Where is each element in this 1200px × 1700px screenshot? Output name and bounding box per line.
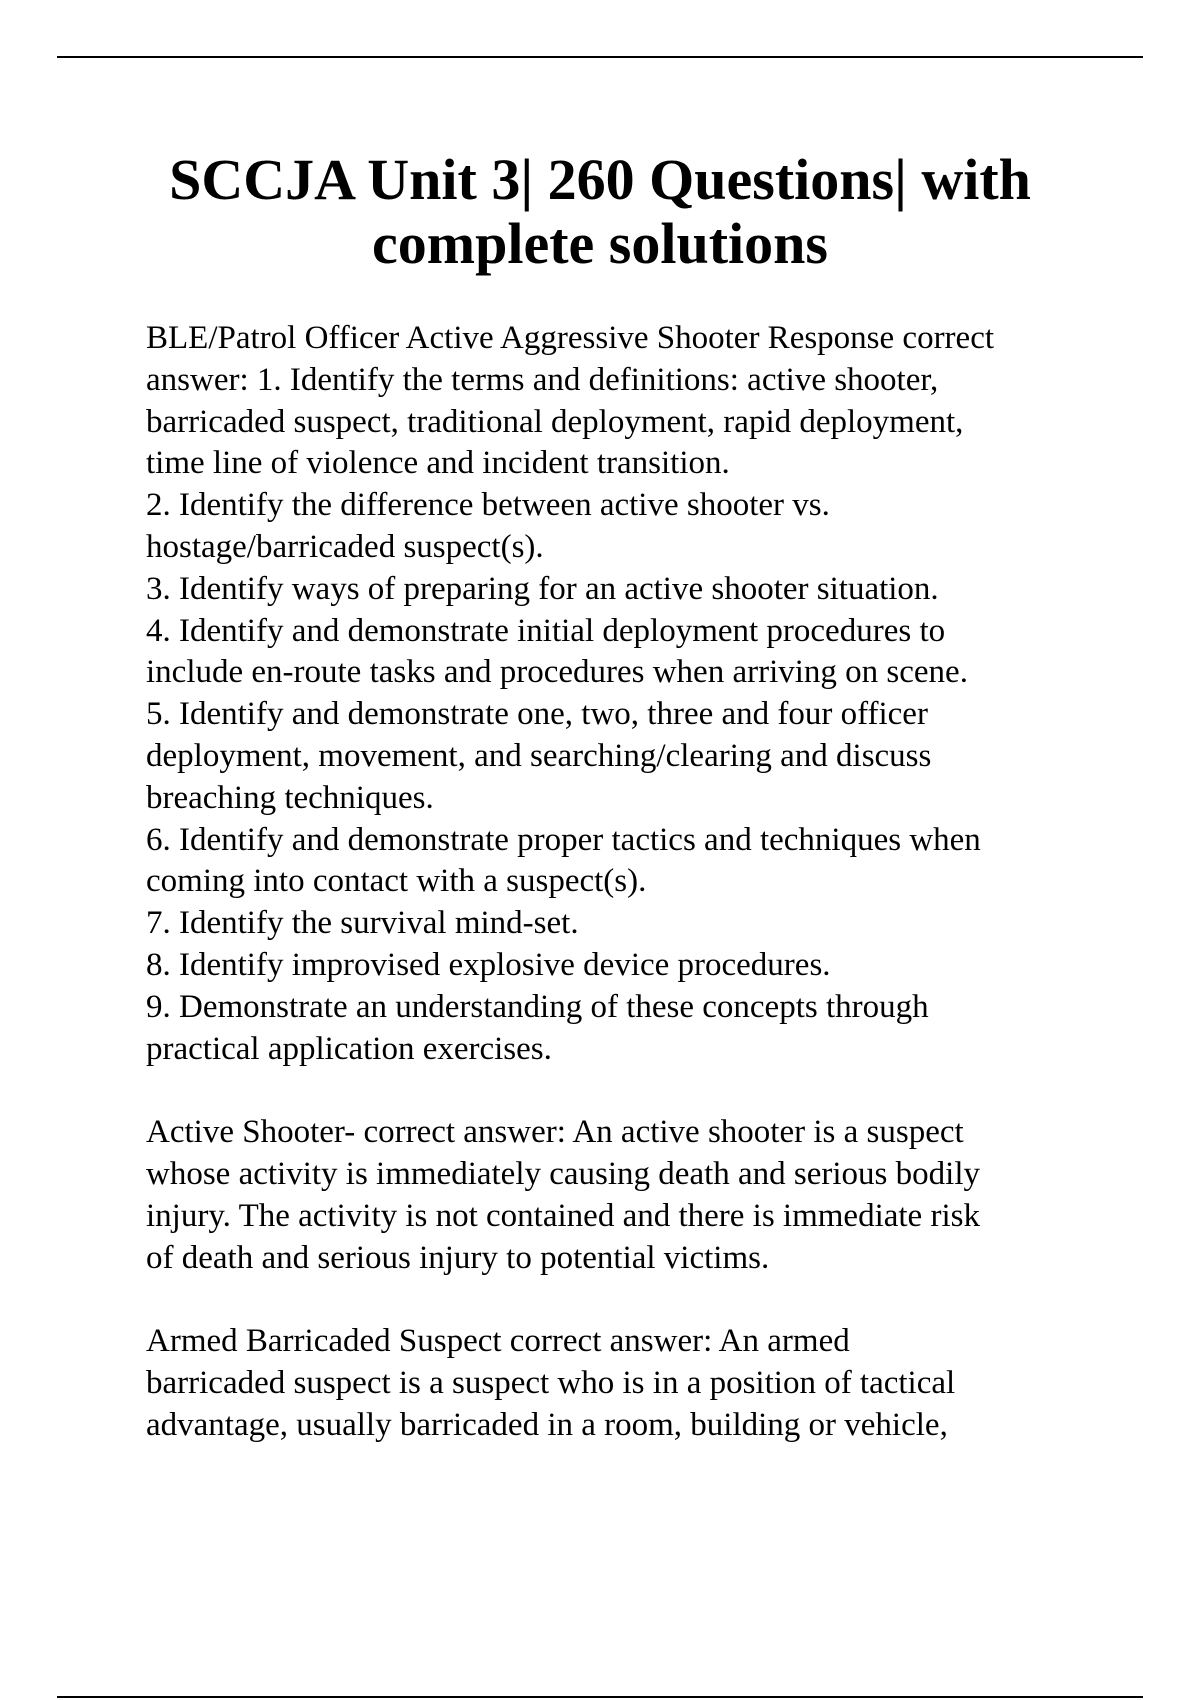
- document-body: [146, 318, 1106, 1447]
- paragraph-spacer: [146, 1070, 1106, 1112]
- text-line: 6. Identify and demonstrate proper tactics and techniques when: [146, 821, 981, 858]
- text-line: 2. Identify the difference between active shooter vs.: [146, 487, 830, 524]
- text-line: barricaded suspect is a suspect who is in a position of tactical: [146, 1364, 956, 1401]
- page-title: [120, 148, 1080, 276]
- text-line: BLE/Patrol Officer Active Aggressive Shooter Response correct: [146, 320, 995, 356]
- text-line: practical application exercises.: [146, 1030, 552, 1067]
- text-line: 9. Demonstrate an understanding of these concepts through: [146, 988, 929, 1025]
- text-line: coming into contact with a suspect(s).: [146, 863, 647, 900]
- text-line: 5. Identify and demonstrate one, two, three and four officer: [146, 696, 928, 733]
- text-line: whose activity is immediately causing death and serious bodily: [146, 1155, 980, 1192]
- text-line: advantage, usually barricaded in a room, building or vehicle,: [146, 1406, 948, 1443]
- top-divider: [57, 56, 1143, 58]
- text-line: 8. Identify improvised explosive device procedures.: [146, 946, 831, 983]
- text-line: Active Shooter- correct answer: An active shooter is a suspect: [146, 1114, 964, 1151]
- text-line: of death and serious injury to potential victims.: [146, 1239, 770, 1276]
- paragraph-spacer: [146, 1279, 1106, 1321]
- paragraph-active-shooter: [146, 1112, 1106, 1279]
- paragraph-armed-barricaded-suspect: [146, 1321, 1106, 1446]
- text-line: Armed Barricaded Suspect correct answer: An armed: [146, 1323, 850, 1360]
- text-line: hostage/barricaded suspect(s).: [146, 528, 544, 565]
- title-line: SCCJA Unit 3| 260 Questions| with: [169, 147, 1031, 212]
- text-line: injury. The activity is not contained and there is immediate risk: [146, 1197, 980, 1234]
- bottom-divider: [57, 1696, 1143, 1698]
- text-line: include en-route tasks and procedures when arriving on scene.: [146, 654, 968, 691]
- text-line: deployment, movement, and searching/clearing and discuss: [146, 737, 932, 774]
- text-line: answer: 1. Identify the terms and definitions: active shooter,: [146, 361, 939, 398]
- text-line: 3. Identify ways of preparing for an active shooter situation.: [146, 570, 939, 607]
- text-line: breaching techniques.: [146, 779, 434, 816]
- text-line: barricaded suspect, traditional deployment, rapid deployment,: [146, 403, 964, 440]
- title-line: complete solutions: [372, 211, 828, 276]
- paragraph-ble-patrol-officer: [146, 318, 1106, 1070]
- text-line: 7. Identify the survival mind-set.: [146, 905, 579, 942]
- text-line: time line of violence and incident transition.: [146, 445, 730, 482]
- text-line: 4. Identify and demonstrate initial deployment procedures to: [146, 612, 946, 649]
